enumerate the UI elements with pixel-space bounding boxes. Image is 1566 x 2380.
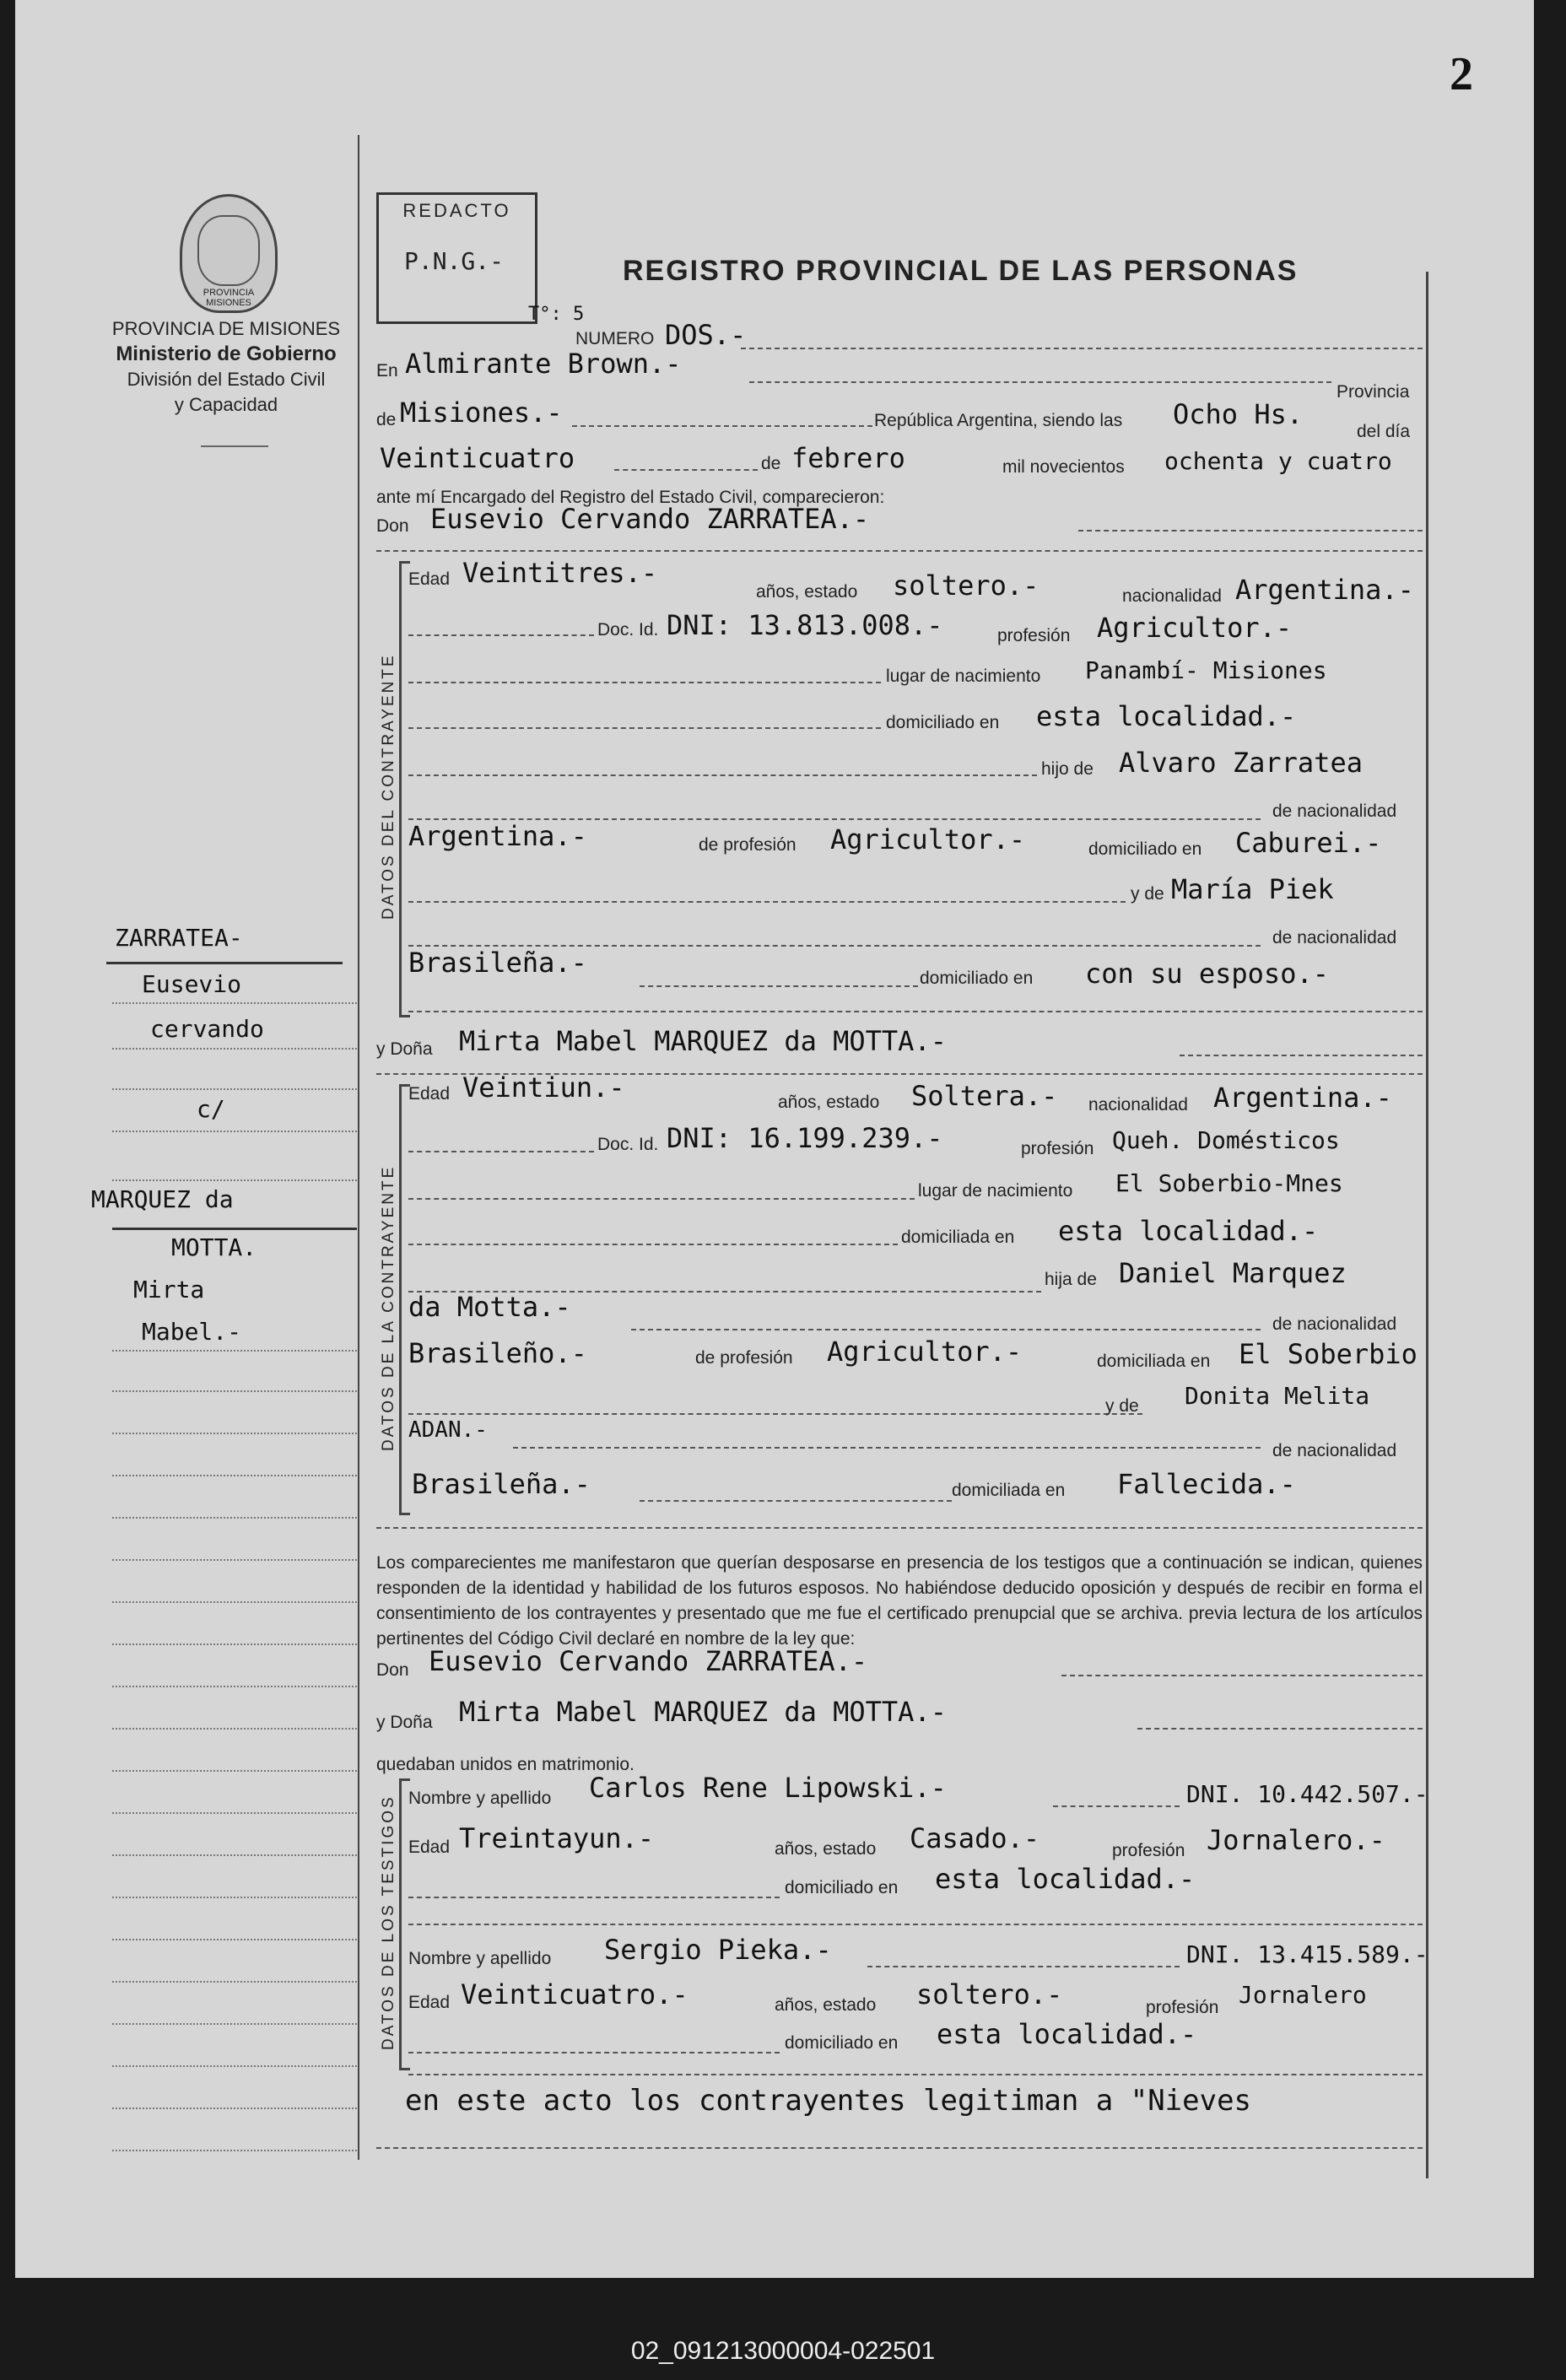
- margin-rule: [112, 1601, 357, 1603]
- padre-prof-value: Agricultor.-: [827, 1336, 1023, 1368]
- margin-rule: [112, 1228, 357, 1230]
- hijo-label: hijo de: [1041, 759, 1094, 779]
- office-line-4: y Capacidad: [174, 394, 278, 415]
- margin-rule: [112, 1048, 357, 1050]
- nacionalidad-value: Argentina.-: [1213, 1082, 1392, 1114]
- profesion-label: profesión: [1021, 1139, 1094, 1158]
- profesion-value: Queh. Domésticos: [1112, 1126, 1340, 1154]
- margin-rule: [112, 1002, 357, 1004]
- fill-line: [572, 425, 872, 427]
- madre-dom-label: domiciliada en: [952, 1481, 1066, 1500]
- numero-label: NUMERO: [575, 329, 655, 348]
- provincia-label: Provincia: [1336, 382, 1410, 402]
- doc-label: Doc. Id.: [597, 620, 659, 640]
- document-page: [15, 0, 1534, 2278]
- testigo1-edad: Treintayun.-: [459, 1822, 655, 1854]
- domicilio-value: esta localidad.-: [1058, 1215, 1319, 1247]
- y-de-label: y de: [1131, 884, 1164, 904]
- margin-rule: [112, 1728, 357, 1730]
- province-seal-icon: [180, 194, 278, 313]
- padre-prof-value: Agricultor.-: [830, 823, 1026, 855]
- margin-note: Mirta: [133, 1276, 205, 1303]
- scan-footer: 02_091213000004-022501: [630, 2337, 936, 2365]
- fill-line: [1137, 1728, 1423, 1730]
- seal-text: PROVINCIA MISIONES: [202, 288, 255, 308]
- margin-rule: [112, 1812, 357, 1814]
- domicilio-label: domiciliada en: [901, 1228, 1015, 1247]
- don-label: Don: [376, 516, 409, 536]
- madre-dom-value: Fallecida.-: [1117, 1468, 1296, 1500]
- redacto-value: P.N.G.-: [404, 247, 505, 275]
- padre-nac-value: Brasileño.-: [408, 1337, 587, 1369]
- testigos-section-label: DATOS DE LOS TESTIGOS: [380, 1794, 397, 2050]
- page-number: 2: [1450, 48, 1473, 100]
- divider: [201, 445, 268, 447]
- form-right-border: [1426, 272, 1428, 2178]
- margin-rule: [106, 962, 343, 964]
- nombre-label: Nombre y apellido: [408, 1949, 552, 1968]
- fill-line: [408, 682, 881, 683]
- hora-value: Ocho Hs.: [1173, 398, 1304, 430]
- madre-nac-value: Brasileña.-: [408, 947, 587, 979]
- fill-line: [376, 2147, 1423, 2149]
- padre-dom-label: domiciliado en: [1088, 839, 1202, 859]
- fill-line: [640, 1500, 952, 1502]
- margin-rule: [112, 1088, 357, 1090]
- estado-value: soltero.-: [893, 569, 1040, 602]
- estado-value: Soltera.-: [911, 1080, 1058, 1112]
- margin-rule: [112, 1179, 357, 1181]
- mil-label: mil novecientos: [1002, 457, 1125, 477]
- fill-line: [741, 348, 1423, 349]
- office-line-1: PROVINCIA DE MISIONES: [111, 318, 341, 339]
- fill-line: [376, 1527, 1423, 1529]
- margin-rule: [112, 2065, 357, 2067]
- fill-line: [408, 2052, 780, 2053]
- margin-rule: [112, 1939, 357, 1940]
- madre-value: María Piek: [1171, 873, 1334, 905]
- madre-dom-value: con su esposo.-: [1085, 958, 1329, 990]
- de-nacionalidad-label: de nacionalidad: [1272, 1441, 1397, 1460]
- redacto-box: [376, 192, 537, 324]
- fill-line: [513, 1447, 1261, 1449]
- tomo-mark: T°: 5: [528, 304, 585, 325]
- fill-line: [408, 901, 1126, 903]
- de-nacionalidad-label: de nacionalidad: [1272, 1314, 1397, 1334]
- nacionalidad-label: nacionalidad: [1122, 586, 1222, 606]
- fill-line: [867, 1966, 1180, 1967]
- margin-note: Mabel.-: [142, 1318, 242, 1346]
- fill-line: [749, 381, 1331, 383]
- madre-value: Donita Melita: [1185, 1382, 1370, 1410]
- en-value: Almirante Brown.-: [405, 348, 682, 380]
- fill-line: [1061, 1675, 1423, 1676]
- margin-rule: [112, 2023, 357, 2025]
- dia-value: Veinticuatro: [380, 442, 575, 474]
- testigo2-nombre: Sergio Pieka.-: [604, 1934, 832, 1966]
- de-profesion-label: de profesión: [695, 1348, 793, 1368]
- edad-label: Edad: [408, 1084, 451, 1104]
- margin-note: cervando: [150, 1015, 264, 1043]
- padre-dom-value: Caburei.-: [1235, 827, 1382, 859]
- fill-line: [408, 2074, 1423, 2075]
- fill-line: [640, 985, 918, 987]
- testigo2-profesion: Jornalero: [1239, 1981, 1367, 2009]
- contrayenta-section-label: DATOS DE LA CONTRAYENTE: [380, 1164, 397, 1451]
- margin-rule: [112, 2150, 357, 2151]
- del-dia-label: del día: [1357, 422, 1411, 441]
- mes-value: febrero: [791, 442, 905, 474]
- margin-rule: [112, 1897, 357, 1898]
- anios-label: años, estado: [775, 1995, 877, 2015]
- doc-label: Doc. Id.: [597, 1135, 659, 1154]
- profesion-label: profesión: [1112, 1841, 1185, 1860]
- quedaban-text: quedaban unidos en matrimonio.: [376, 1755, 634, 1774]
- dona-value: Mirta Mabel MARQUEZ da MOTTA.-: [459, 1696, 947, 1728]
- testigo2-domicilio: esta localidad.-: [937, 2018, 1197, 2050]
- testigo2-dni: DNI. 13.415.589.-: [1186, 1940, 1428, 1968]
- fill-line: [408, 1924, 1423, 1925]
- fill-line: [408, 1244, 898, 1245]
- margin-note: Eusevio: [142, 970, 242, 998]
- don-value: Eusevio Cervando ZARRATEA.-: [429, 1645, 868, 1677]
- republica-label: República Argentina, siendo las: [874, 411, 1123, 430]
- fill-line: [408, 1011, 1423, 1012]
- margin-rule: [112, 1686, 357, 1687]
- margin-rule: [112, 1131, 357, 1132]
- dona-label: y Doña: [376, 1713, 433, 1732]
- edad-label: Edad: [408, 1993, 451, 2012]
- redacto-label: REDACTO: [402, 200, 511, 221]
- padre-value: Alvaro Zarratea: [1119, 747, 1363, 779]
- margin-rule: [112, 1854, 357, 1856]
- margin-note: ZARRATEA-: [115, 924, 243, 952]
- margin-rule: [112, 1559, 357, 1561]
- profesion-label: profesión: [1146, 1998, 1219, 2017]
- testigo1-domicilio: esta localidad.-: [935, 1863, 1196, 1895]
- anios-label: años, estado: [775, 1839, 877, 1859]
- lugar-label: lugar de nacimiento: [918, 1181, 1073, 1201]
- padre-value: Daniel Marquez: [1119, 1257, 1347, 1289]
- de-nacionalidad-label: de nacionalidad: [1272, 801, 1397, 821]
- profesion-value: Agricultor.-: [1097, 612, 1293, 644]
- padre-dom-value: El Soberbio: [1239, 1338, 1418, 1370]
- madre-nac-value: Brasileña.-: [412, 1468, 591, 1500]
- fill-line: [408, 1413, 1142, 1415]
- y-de-label: y de: [1105, 1396, 1139, 1416]
- contrayente-section-label: DATOS DEL CONTRAYENTE: [380, 653, 397, 920]
- fill-line: [1053, 1805, 1180, 1807]
- madre-value-cont: ADAN.-: [408, 1417, 488, 1443]
- margin-rule: [112, 1475, 357, 1476]
- document-title: REGISTRO PROVINCIAL DE LAS PERSONAS: [623, 255, 1299, 287]
- margin-rule: [112, 1517, 357, 1519]
- edad-value: Veintiun.-: [462, 1071, 625, 1104]
- margin-rule: [112, 1981, 357, 1983]
- fill-line: [408, 1198, 915, 1200]
- anios-label: años, estado: [778, 1093, 880, 1112]
- domicilio-value: esta localidad.-: [1036, 700, 1297, 732]
- office-line-3: División del Estado Civil: [127, 369, 326, 390]
- margin-note: MARQUEZ da: [91, 1185, 234, 1213]
- numero-value: DOS.-: [665, 319, 747, 351]
- domicilio-label: domiciliado en: [785, 2033, 899, 2053]
- nacionalidad-value: Argentina.-: [1235, 574, 1414, 606]
- closing-note: en este acto los contrayentes legitiman a "Nieves: [405, 2084, 1252, 2118]
- nombre-label: Nombre y apellido: [408, 1789, 552, 1808]
- edad-label: Edad: [408, 1838, 451, 1857]
- testigo2-estado: soltero.-: [916, 1978, 1063, 2010]
- padre-dom-label: domiciliada en: [1097, 1352, 1211, 1371]
- de-value: Misiones.-: [400, 397, 563, 429]
- fill-line: [376, 550, 1423, 552]
- office-line-2: Ministerio de Gobierno: [116, 343, 337, 365]
- domicilio-label: domiciliado en: [785, 1878, 899, 1897]
- de-profesion-label: de profesión: [699, 835, 796, 855]
- de2-label: de: [761, 454, 781, 473]
- margin-rule: [112, 1350, 357, 1352]
- fill-line: [1078, 530, 1423, 532]
- profesion-label: profesión: [997, 626, 1071, 645]
- dona-value: Mirta Mabel MARQUEZ da MOTTA.-: [459, 1025, 947, 1057]
- lugar-label: lugar de nacimiento: [886, 667, 1041, 686]
- de-nacionalidad-label: de nacionalidad: [1272, 928, 1397, 947]
- testigo2-edad: Veinticuatro.-: [461, 1978, 688, 2010]
- testigo1-nombre: Carlos Rene Lipowski.-: [589, 1772, 947, 1804]
- fill-line: [1180, 1055, 1423, 1056]
- dona-label: y Doña: [376, 1039, 433, 1059]
- anio-value: ochenta y cuatro: [1164, 447, 1392, 475]
- padre-nac-value: Argentina.-: [408, 820, 587, 852]
- testigo1-profesion: Jornalero.-: [1207, 1824, 1385, 1856]
- edad-value: Veintitres.-: [462, 557, 658, 589]
- en-label: En: [376, 361, 398, 380]
- fill-line: [408, 1151, 594, 1152]
- don-value: Eusevio Cervando ZARRATEA.-: [430, 503, 870, 535]
- margin-divider: [358, 135, 359, 2160]
- doc-value: DNI: 16.199.239.-: [667, 1122, 943, 1154]
- testigo1-dni: DNI. 10.442.507.-: [1186, 1780, 1428, 1808]
- margin-rule: [112, 1770, 357, 1772]
- fill-line: [408, 774, 1037, 776]
- margin-note: c/: [197, 1095, 225, 1123]
- fill-line: [408, 727, 881, 729]
- ante-label: ante mí Encargado del Registro del Estado Civil, comparecieron:: [376, 488, 885, 507]
- fill-line: [614, 469, 758, 471]
- de-label: de: [376, 410, 397, 429]
- declaration-text: Los comparecientes me manifestaron que querían desposarse en presencia de los testigos que a continuación se indican, quienes responden de la identidad y habilidad de los futuros esposos. No habiéndose deducido oposición y después de recibir en forma el consentimiento de los contrayentes y presentado que me fue el certificado prenupcial que se archiva. previa lectura de los artículos pertinentes del Código Civil declaré en nombre de la ley que:: [376, 1553, 1423, 1649]
- edad-label: Edad: [408, 569, 451, 589]
- doc-value: DNI: 13.813.008.-: [667, 609, 943, 641]
- lugar-value: El Soberbio-Mnes: [1115, 1169, 1343, 1197]
- margin-rule: [112, 1643, 357, 1645]
- domicilio-label: domiciliado en: [886, 713, 1000, 732]
- madre-dom-label: domiciliado en: [920, 969, 1034, 988]
- margin-rule: [112, 1433, 357, 1434]
- margin-note: MOTTA.: [171, 1233, 257, 1261]
- fill-line: [631, 1329, 1261, 1330]
- nacionalidad-label: nacionalidad: [1088, 1095, 1188, 1114]
- testigo1-estado: Casado.-: [910, 1822, 1040, 1854]
- fill-line: [408, 634, 594, 636]
- padre-value-cont: da Motta.-: [408, 1291, 571, 1323]
- hija-label: hija de: [1045, 1270, 1097, 1289]
- anios-label: años, estado: [756, 582, 858, 602]
- lugar-value: Panambí- Misiones: [1085, 656, 1327, 684]
- fill-line: [408, 1897, 780, 1898]
- don-label: Don: [376, 1660, 409, 1680]
- margin-rule: [112, 2107, 357, 2109]
- margin-rule: [112, 1390, 357, 1392]
